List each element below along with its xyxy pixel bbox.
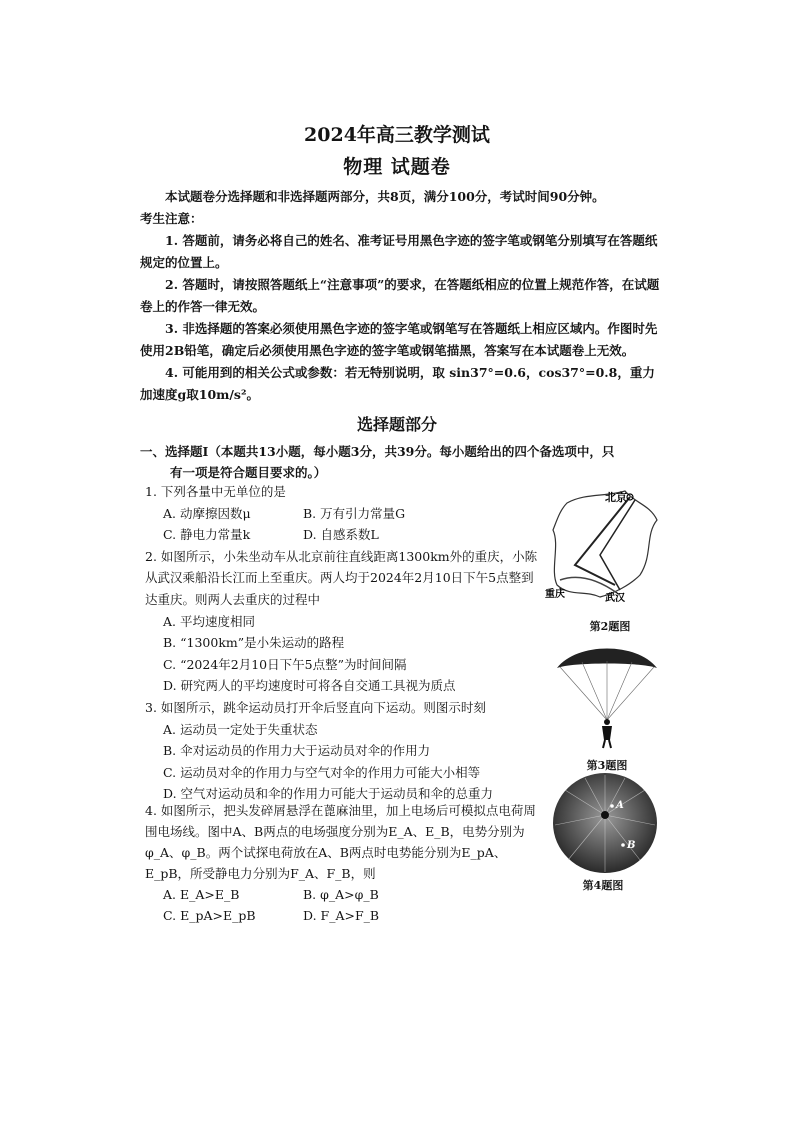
- instructions: [140, 186, 660, 406]
- q1-option-c: C. 静电力常量k: [163, 527, 251, 543]
- q3-option-d: D. 空气对运动员和伞的作用力可能大于运动员和伞的总重力: [163, 786, 494, 802]
- notice-item-2: 2. 答题时，请按照答题纸上“注意事项”的要求，在答题纸相应的位置上规范作答，在试题卷上的作答一律无效。: [140, 277, 660, 314]
- part-heading-line1: 一、选择题Ⅰ（本题共13小题，每小题3分，共39分。每小题给出的四个备选项中，只: [140, 444, 615, 459]
- questions-1-3: [145, 481, 545, 805]
- instructions-line1: 本试题卷分选择题和非选择题两部分，共8页，满分100分，考试时间90分钟。: [165, 189, 605, 204]
- fig4-field-lines: [550, 770, 660, 876]
- q2-option-a: A. 平均速度相同: [163, 613, 255, 629]
- q4-option-a: A. E_A>E_B: [163, 887, 240, 902]
- q4-option-c: C. E_pA>E_pB: [163, 908, 256, 923]
- q1-option-d: D. 自感系数L: [303, 527, 379, 543]
- q4-option-b: B. φ_A>φ_B: [303, 887, 379, 902]
- q1-stem: 1. 下列各量中无单位的是: [145, 484, 286, 499]
- exam-title: 2024年高三教学测试: [304, 124, 490, 146]
- fig4-caption: 第4题图: [582, 879, 624, 892]
- part-heading-line2: 有一项是符合题目要求的。）: [170, 465, 327, 480]
- fig2-map: [545, 485, 665, 605]
- q4-stem: 4. 如图所示，把头发碎屑悬浮在蓖麻油里，加上电场后可模拟点电荷周围电场线。图中A、B两点的电场强度分别为E_A、E_B，电势分别为φ_A、φ_B。两个试探电荷放在A、B两点时电势能分别为E_pA、E_pB，所受静电力分别为F_A、F_B，则: [145, 803, 536, 881]
- map-label-chongqing: 重庆: [545, 589, 565, 600]
- q3-option-c: C. 运动员对伞的作用力与空气对伞的作用力可能大小相等: [163, 764, 481, 780]
- q3-option-b: B. 伞对运动员的作用力大于运动员对伞的作用力: [163, 743, 431, 759]
- exam-subtitle: 物理 试题卷: [343, 156, 451, 178]
- q4-option-d: D. F_A>F_B: [303, 908, 380, 923]
- q3-option-a: A. 运动员一定处于失重状态: [163, 721, 318, 737]
- fig3-caption: 第3题图: [586, 759, 628, 772]
- q4-options-row1: [145, 884, 545, 905]
- fig2-caption: 第2题图: [589, 620, 631, 633]
- question-4: [145, 800, 545, 926]
- q2-option-d: D. 研究两人的平均速度时可将各自交通工具视为质点: [163, 678, 456, 694]
- map-label-wuhan: 武汉: [605, 593, 625, 604]
- notice-item-3: 3. 非选择题的答案必须使用黑色字迹的签字笔或钢笔写在答题纸上相应区域内。作图时先使用2B铅笔，确定后必须使用黑色字迹的签字笔或钢笔描黑，答案写在本试题卷上无效。: [140, 321, 658, 358]
- section-title: 选择题部分: [356, 415, 437, 434]
- q4-options-row2: [145, 905, 545, 926]
- notice-label: 考生注意：: [140, 211, 203, 226]
- q1-option-a: A. 动摩擦因数μ: [163, 505, 251, 521]
- part-heading: [140, 441, 660, 483]
- q1-option-b: B. 万有引力常量G: [303, 505, 406, 521]
- q3-stem: 3. 如图所示，跳伞运动员打开伞后竖直向下运动。则图示时刻: [145, 699, 486, 715]
- fig4-point-a: A: [616, 800, 624, 811]
- notice-item-1: 1. 答题前，请务必将自己的姓名、准考证号用黑色字迹的签字笔或钢笔分别填写在答题纸规定的位置上。: [140, 233, 658, 270]
- fig4-point-b: B: [627, 840, 636, 851]
- q2-option-c: C. “2024年2月10日下午5点整”为时间间隔: [163, 656, 407, 672]
- q1-options-row2: [145, 524, 545, 546]
- fig3-parachute: [552, 640, 662, 750]
- map-label-beijing: 北京: [605, 491, 627, 504]
- q1-options-row1: [145, 503, 545, 525]
- q2-option-b: B. “1300km”是小朱运动的路程: [163, 635, 345, 651]
- notice-item-4: 4. 可能用到的相关公式或参数：若无特别说明，取 sin37°=0.6，cos37°=0.8，重力加速度g取10m/s²。: [140, 365, 655, 402]
- q2-stem: 2. 如图所示，小朱坐动车从北京前往直线距离1300km外的重庆，小陈从武汉乘船沿长江而上至重庆。两人均于2024年2月10日下午5点整到达重庆。则两人去重庆的过程中: [145, 548, 538, 607]
